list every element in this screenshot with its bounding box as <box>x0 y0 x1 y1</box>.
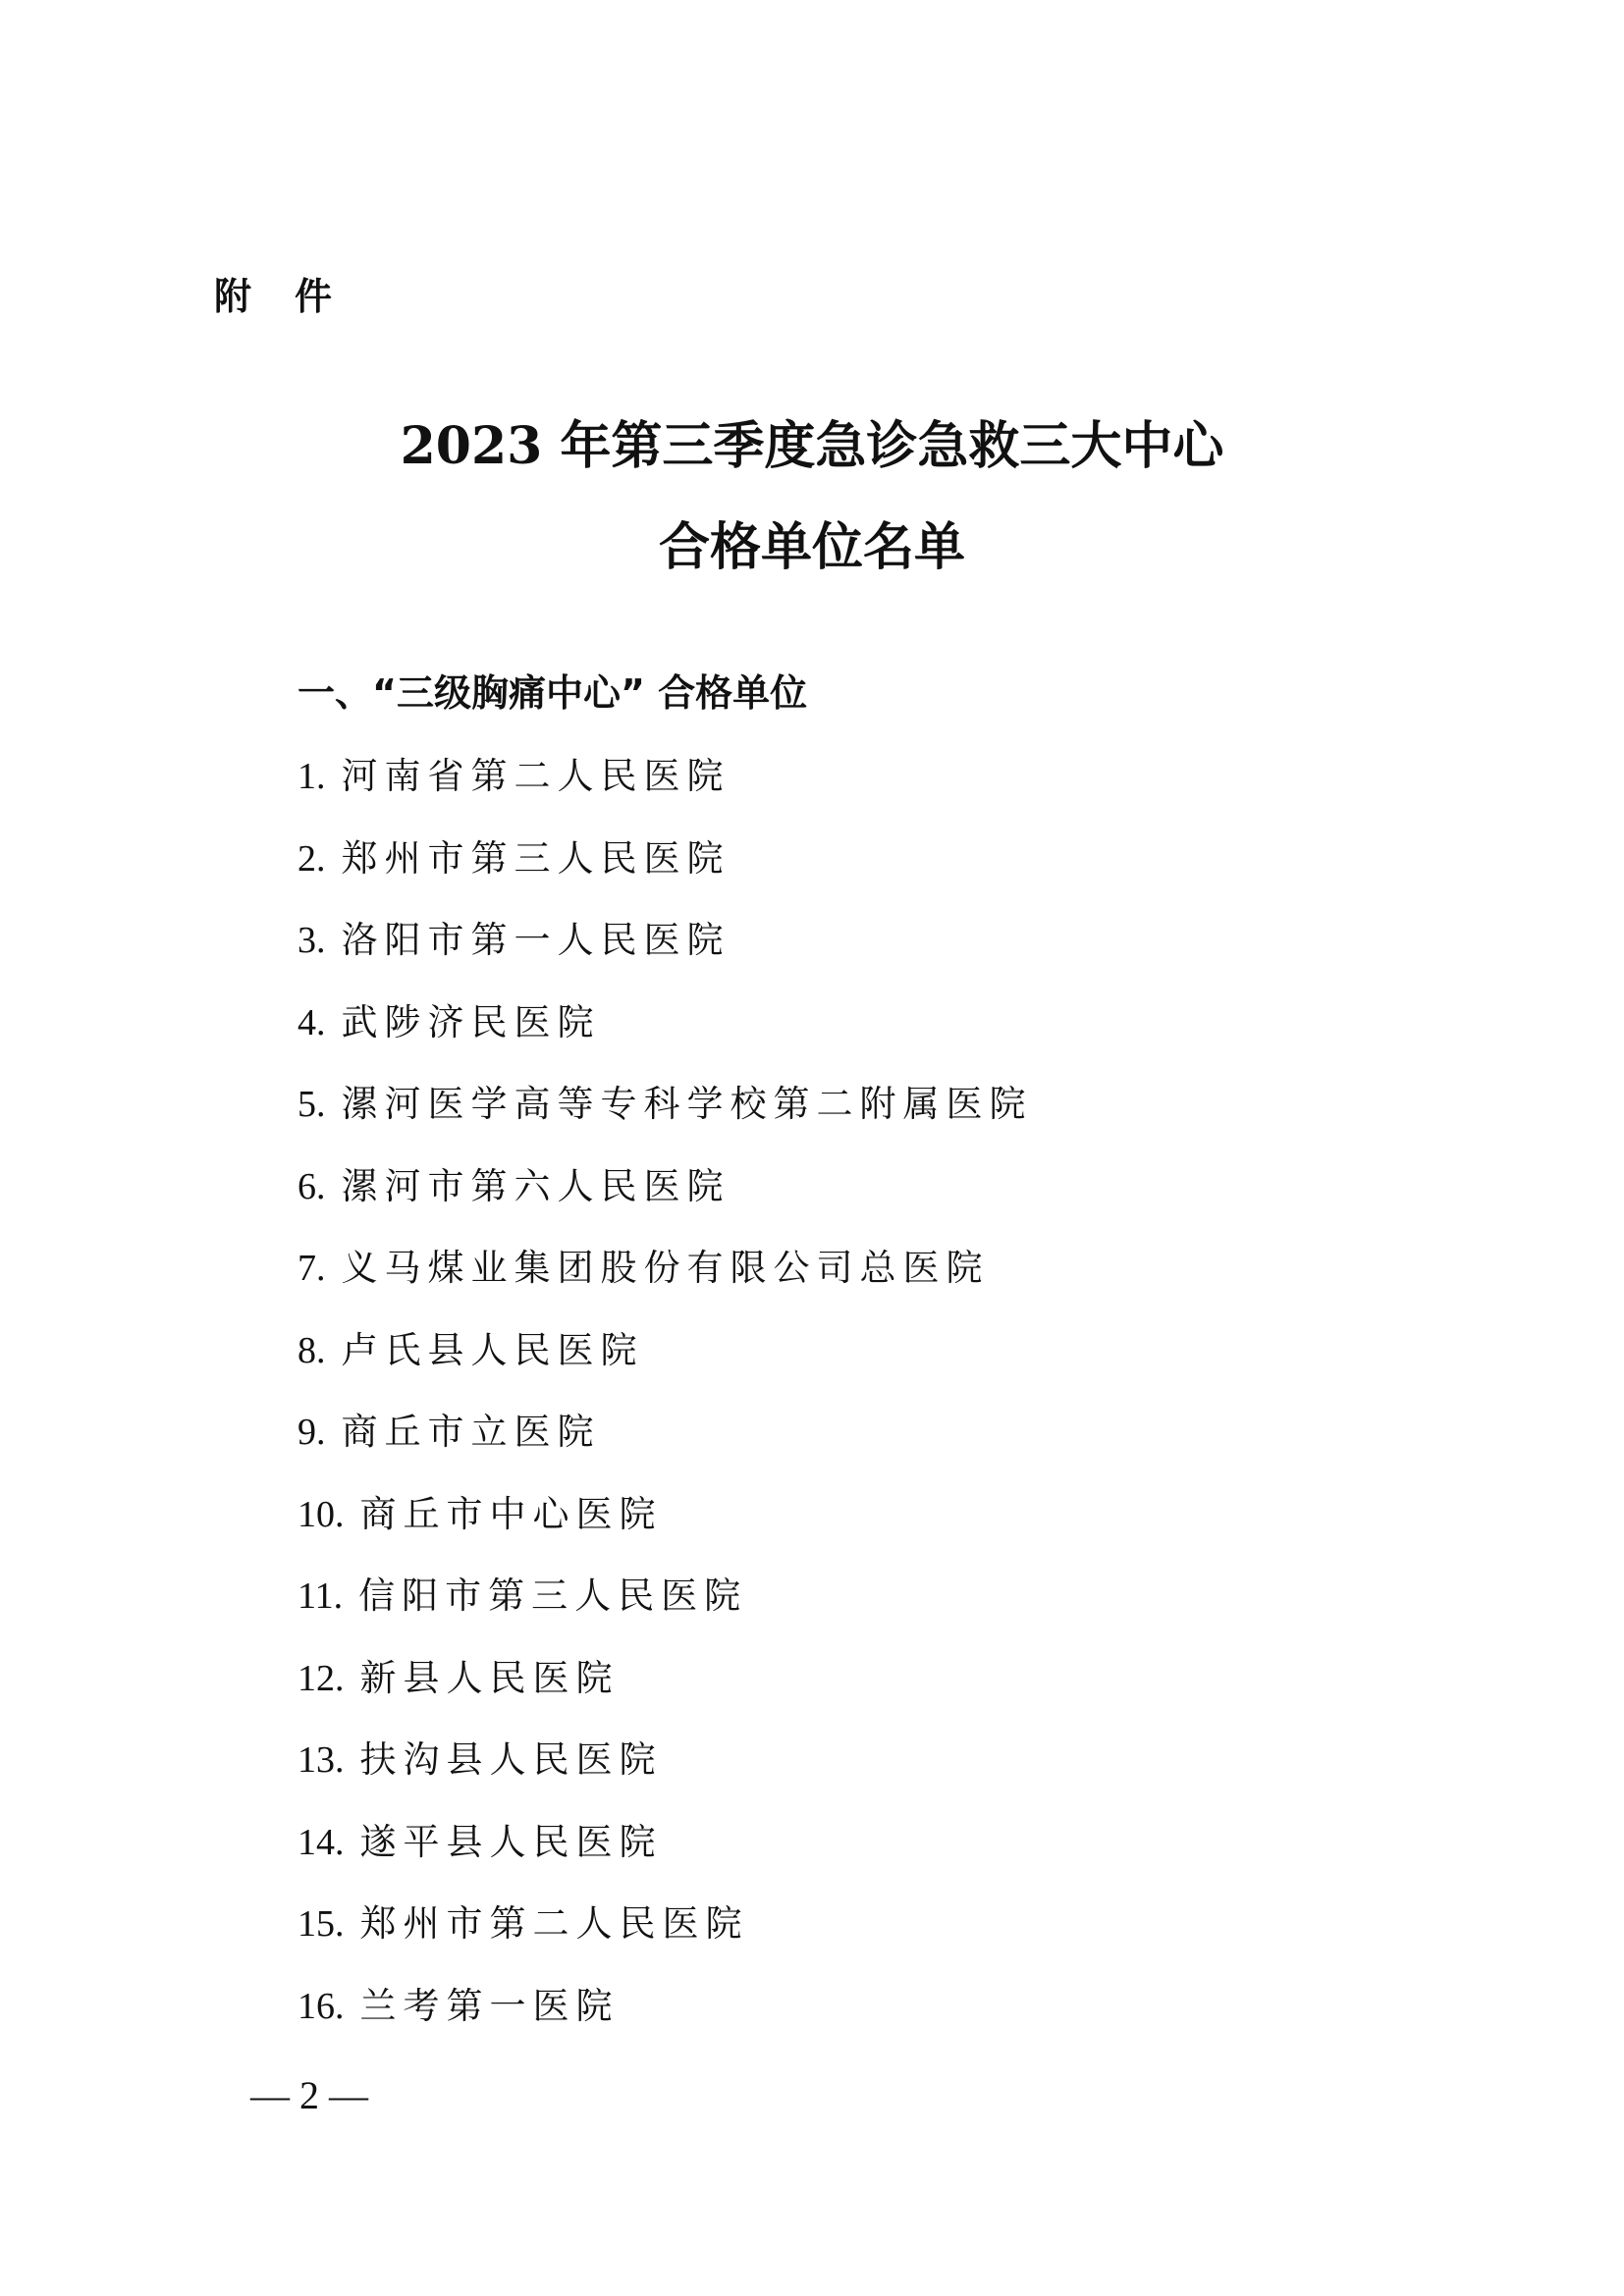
attachment-label: 附件 <box>214 275 376 318</box>
list-item <box>298 915 1033 997</box>
item-number: 13. <box>298 1739 345 1781</box>
list-item <box>298 1571 1033 1653</box>
item-name: 漯河医学高等专科学校第二附属医院 <box>341 1083 1033 1125</box>
item-name: 郑州市第三人民医院 <box>341 836 731 880</box>
item-name: 扶沟县人民医院 <box>359 1738 663 1781</box>
list-item <box>298 1325 1033 1408</box>
qualified-unit-list <box>298 751 1033 2062</box>
list-item <box>298 1243 1033 1325</box>
item-name: 武陟济民医院 <box>341 1000 601 1043</box>
item-name: 遂平县人民医院 <box>359 1820 663 1863</box>
list-item <box>298 833 1033 916</box>
item-number: 2. <box>298 837 326 880</box>
item-name: 商丘市立医院 <box>341 1411 601 1453</box>
item-name: 郑州市第二人民医院 <box>359 1902 749 1945</box>
item-name: 商丘市中心医院 <box>359 1492 663 1535</box>
item-number: 11. <box>298 1575 344 1617</box>
item-name: 河南省第二人民医院 <box>341 755 731 797</box>
list-item <box>298 1735 1033 1817</box>
list-item <box>298 1817 1033 1899</box>
item-number: 10. <box>298 1493 345 1535</box>
item-number: 16. <box>298 1985 345 2027</box>
list-item <box>298 1079 1033 1161</box>
item-name: 兰考第一医院 <box>359 1984 620 2027</box>
item-number: 3. <box>298 920 326 961</box>
item-name: 漯河市第六人民医院 <box>341 1164 731 1207</box>
item-name: 新县人民医院 <box>359 1656 620 1699</box>
list-item <box>298 1898 1033 1981</box>
section-heading: 一、“三级胸痛中心” 合格单位 <box>298 671 808 715</box>
item-name: 卢氏县人民医院 <box>341 1328 644 1371</box>
item-number: 7. <box>298 1248 326 1289</box>
list-item <box>298 997 1033 1080</box>
item-number: 9. <box>298 1412 326 1453</box>
list-item <box>298 1653 1033 1735</box>
document-title-line-2: 合格单位名单 <box>658 517 965 577</box>
item-number: 4. <box>298 1001 326 1043</box>
item-number: 5. <box>298 1084 326 1125</box>
item-number: 14. <box>298 1821 345 1863</box>
list-item <box>298 1161 1033 1244</box>
list-item <box>298 1489 1033 1572</box>
item-name: 洛阳市第一人民医院 <box>341 919 731 961</box>
item-name: 义马煤业集团股份有限公司总医院 <box>341 1247 990 1289</box>
list-item <box>298 1407 1033 1489</box>
item-name: 信阳市第三人民医院 <box>358 1575 748 1617</box>
list-item <box>298 751 1033 833</box>
item-number: 12. <box>298 1657 345 1699</box>
item-number: 8. <box>298 1329 326 1371</box>
list-item <box>298 1981 1033 2063</box>
document-title-line-1: 2023 年第三季度急诊急救三大中心 <box>400 416 1224 476</box>
item-number: 6. <box>298 1165 326 1207</box>
item-number: 1. <box>298 756 326 797</box>
page-number: — 2 — <box>250 2073 368 2117</box>
item-number: 15. <box>298 1903 345 1945</box>
